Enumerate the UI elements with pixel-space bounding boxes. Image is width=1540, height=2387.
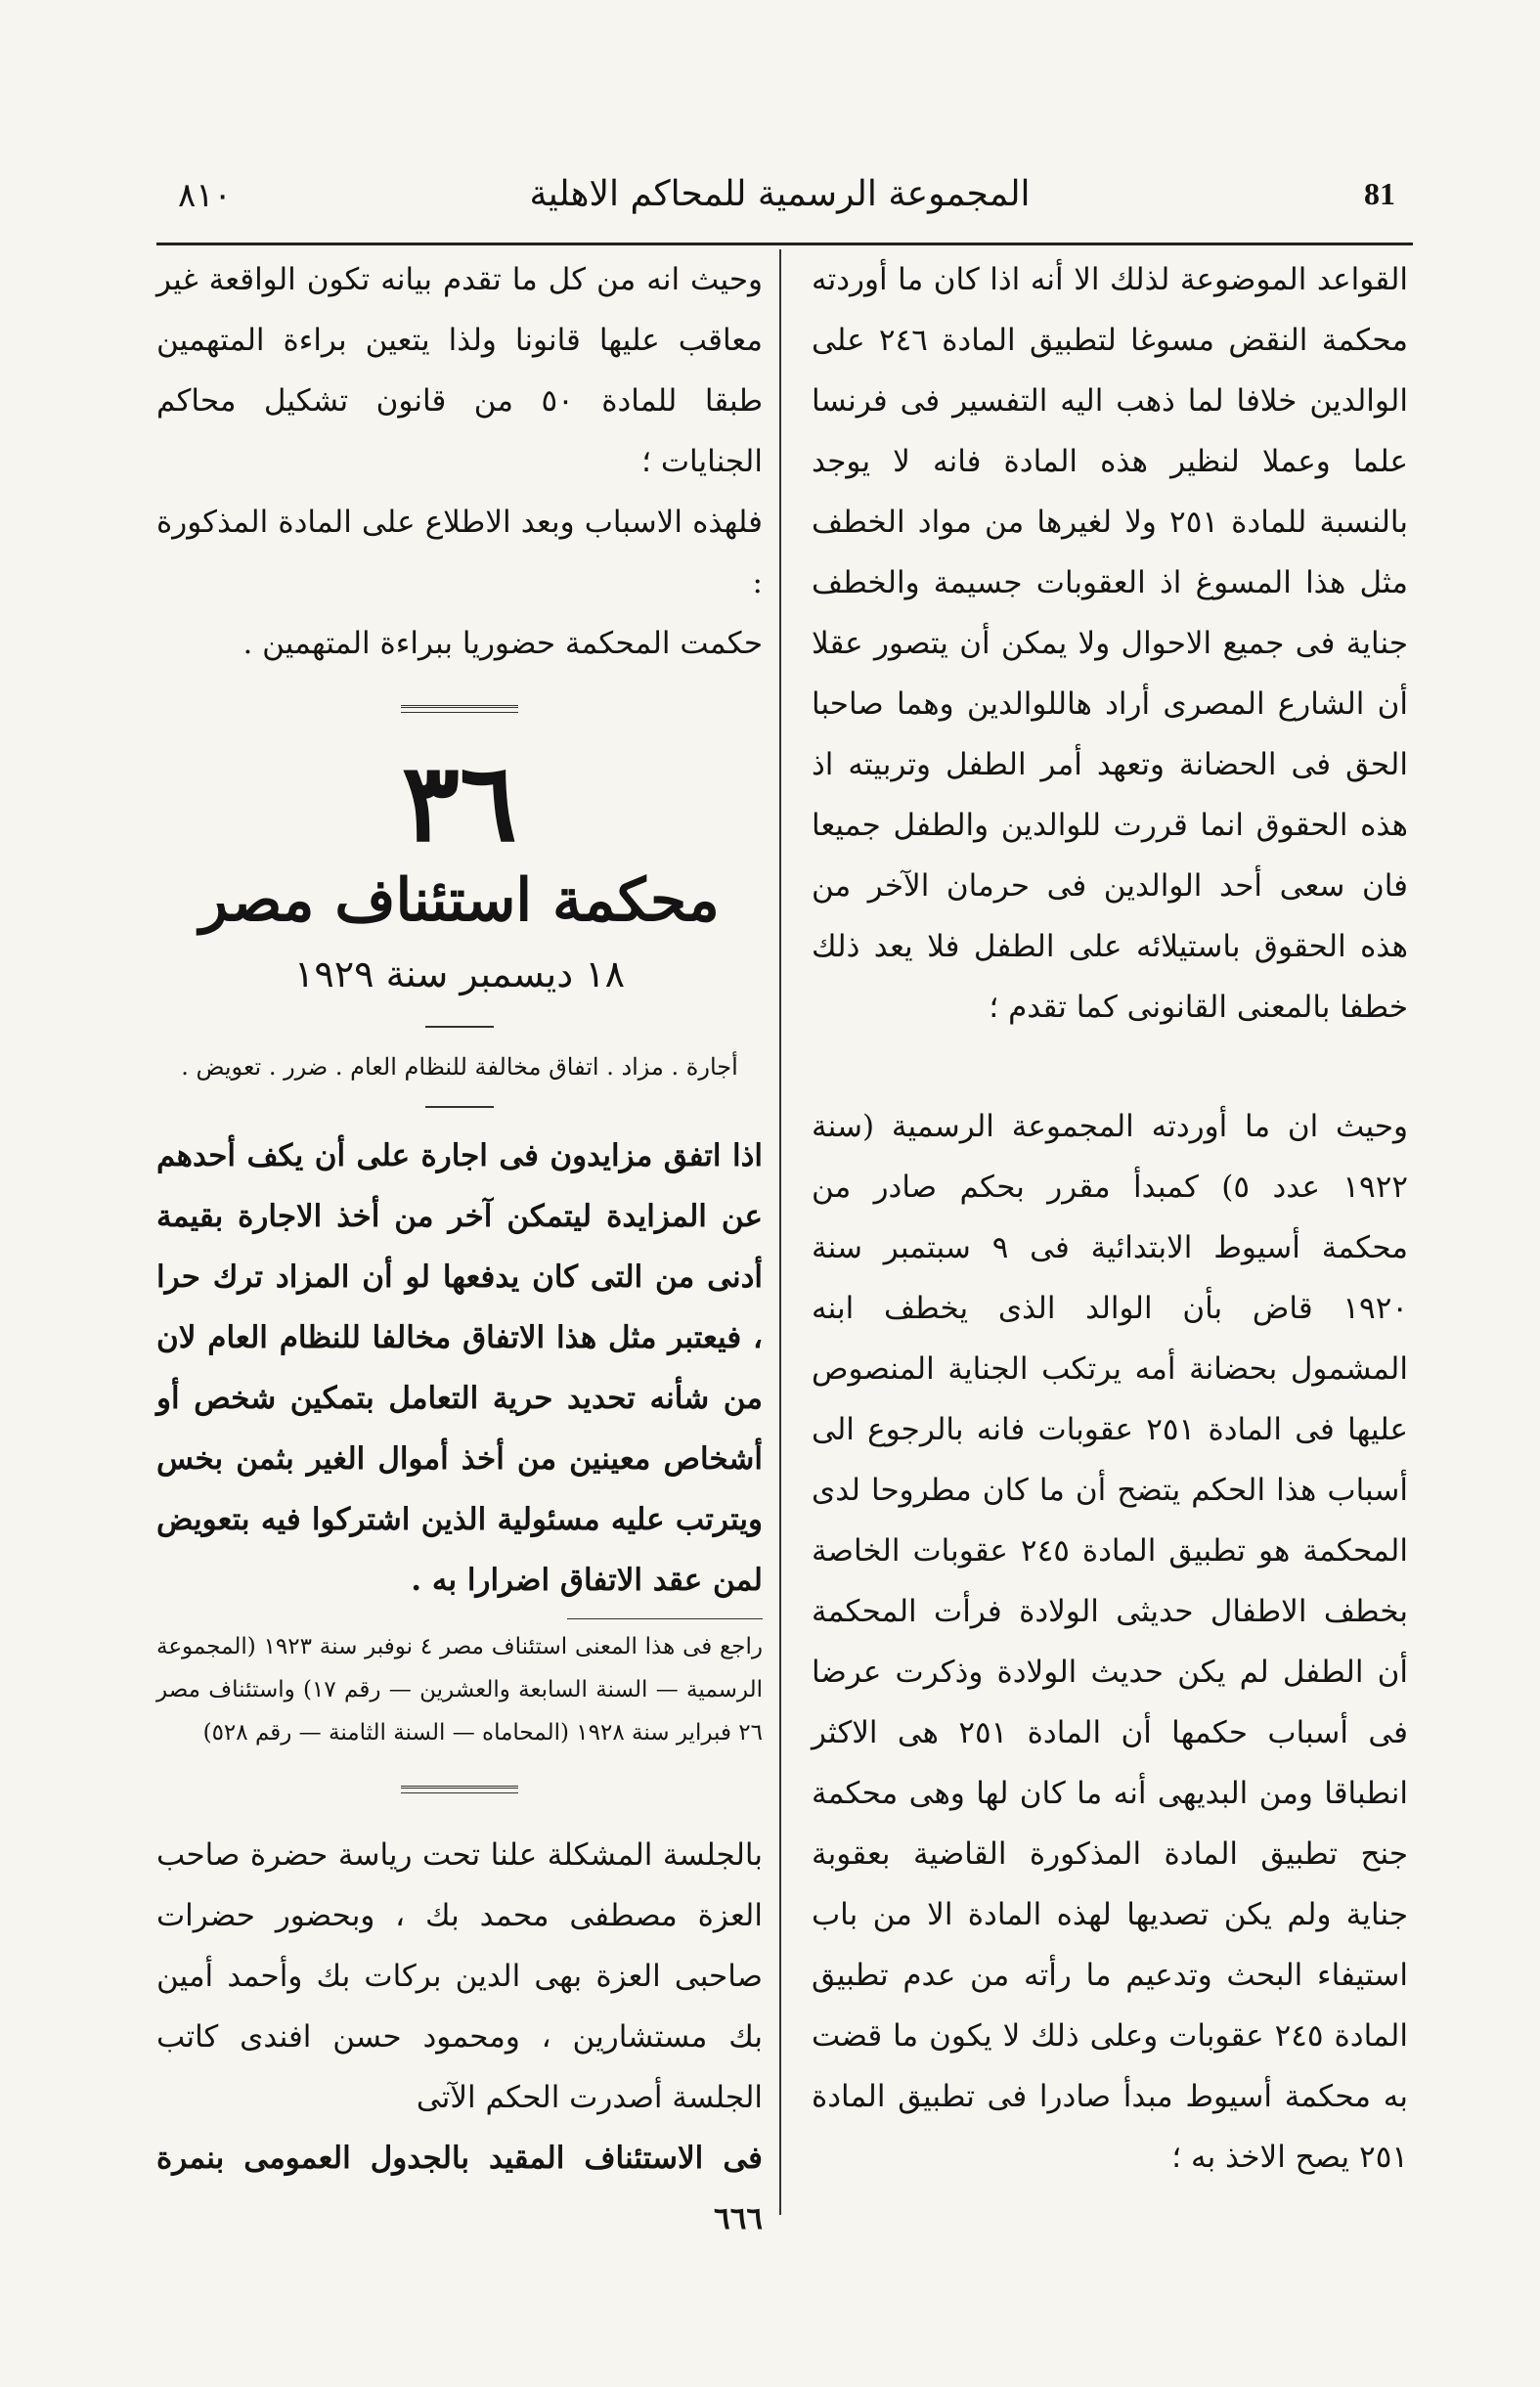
judgment-date: ١٨ ديسمبر سنة ١٩٢٩: [293, 952, 626, 995]
summary-divider: [401, 1786, 518, 1793]
page-header: [156, 166, 1403, 235]
right-column: [812, 249, 1408, 2188]
right-paragraph-2: وحيث ان ما أوردته المجموعة الرسمية (سنة ١٩٢٢ عدد ٥) كمبدأ مقرر بحكم صادر من محكمة أسيوط الابتدائية فى ٩ سبتمبر سنة ١٩٢٠ قاض بأن الوالد الذى يخطف ابنه المشمول بحضانة أمه يرتكب الجناية المنصوص عليها فى المادة ٢٥١ عقوبات فانه بالرجوع الى أسباب هذا الحكم يتضح أن ما كان مطروحا لدى المحكمة هو تطبيق المادة ٢٤٥ عقوبات الخاصة بخطف الاطفال حديثى الولادة فرأت المحكمة أن الطفل لم يكن حديث الولادة وذكرت عرضا فى أسباب حكمها أن المادة ٢٥١ هى الاكثر انطباقا ومن البديهى أنه ما كان لها وهى محكمة جنح تطبيق المادة المذكورة القاضية بعقوبة جناية ولم يكن تصديها لهذه المادة الا من باب استيفاء البحث وتدعيم ما رأته من عدم تطبيق المادة ٢٤٥ عقوبات وعلى ذلك لا يكون ما قضت به محكمة أسيوط مبدأ صادرا فى تطبيق المادة ٢٥١ يصح الاخذ به ؛: [812, 1109, 1408, 2175]
running-title: المجموعة الرسمية للمحاكم الاهلية: [529, 174, 1031, 214]
left-paragraph-1: وحيث انه من كل ما تقدم بيانه تكون الواقعة غير معاقب عليها قانونا ولذا يتعين براءة المتهمين طبقا للمادة ٥٠ من قانون تشكيل محاكم الجنايات ؛: [156, 262, 764, 479]
footnote: راجع فى هذا المعنى استئناف مصر ٤ نوفبر سنة ١٩٢٣ (المجموعة الرسمية — السنة السابعة والعشرين — رقم ١٧) واستئناف مصر ٢٦ فبراير سنة ١٩٢٨ (المحاماه — السنة الثامنة — رقم ٥٢٨): [156, 1634, 763, 1746]
case-number: ٣٦: [401, 739, 518, 865]
page-number-latin: 81: [1364, 176, 1395, 211]
right-paragraph-1: القواعد الموضوعة لذلك الا أنه اذا كان ما أوردته محكمة النقض مسوغا لتطبيق المادة ٢٤٦ على الوالدين خلافا لما ذهب اليه التفسير فى فرنسا علما وعملا لنظير هذه المادة فانه لا يوجد بالنسبة للمادة ٢٥١ ولا لغيرها من مواد الخطف مثل هذا المسوغ اذ العقوبات جسيمة والخطف جناية فى جميع الاحوال ولا يمكن أن يتصور عقلا أن الشارع المصرى أراد هاللوالدين وهما صاحبا الحق فى الحضانة وتعهد أمر الطفل وتربيته اذ هذه الحقوق انما قررت للوالدين والطفل جميعا فان سعى أحد الوالدين فى حرمان الآخر من هذه الحقوق باستيلائه على الطفل فلا يعد ذلك خطفا بالمعنى القانونى كما تقدم ؛: [812, 262, 1408, 1025]
page-number-arabic: ٨١٠: [178, 176, 232, 215]
left-paragraph-3: حكمت المحكمة حضوريا ببراءة المتهمين .: [242, 626, 763, 661]
keywords-divider: [425, 1106, 494, 1108]
footnote-rule: [567, 1618, 763, 1619]
session-last-line: فى الاستئناف المقيد بالجدول العمومى بنمرة ٦٦٦: [156, 2141, 763, 2236]
session-paragraph: بالجلسة المشكلة علنا تحت رياسة حضرة صاحب العزة مصطفى محمد بك ، وبحضور حضرات صاحبى العزة بهى الدين بركات بك وأحمد أمين بك مستشارين ، ومحمود حسن افندى كاتب الجلسة أصدرت الحكم الآتى: [156, 1837, 763, 2115]
header-rule: [156, 243, 1413, 245]
section-divider: [401, 705, 518, 713]
court-name: محكمة استئناف مصر: [199, 866, 720, 935]
column-divider: [779, 249, 781, 2215]
left-column: [156, 249, 763, 2249]
case-summary: اذا اتفق مزايدون فى اجارة على أن يكف أحدهم عن المزايدة ليتمكن آخر من أخذ الاجارة بقيمة أدنى من التى كان يدفعها لو أن المزاد ترك حرا ، فيعتبر مثل هذا الاتفاق مخالفا للنظام العام لان من شأنه تحديد حرية التعامل بتمكين شخص أو أشخاص معينين من أخذ أموال الغير بثمن بخس ويترتب عليه مسئولية الذين اشتركوا فيه بتعويض لمن عقد الاتفاق اضرارا به .: [156, 1138, 763, 1598]
date-divider: [425, 1026, 494, 1028]
case-keywords: أجارة . مزاد . اتفاق مخالفة للنظام العام . ضرر . تعويض .: [181, 1053, 738, 1081]
paragraph-gap: [812, 1038, 1408, 1096]
left-paragraph-2: فلهذه الاسباب وبعد الاطلاع على المادة المذكورة :: [156, 505, 763, 600]
